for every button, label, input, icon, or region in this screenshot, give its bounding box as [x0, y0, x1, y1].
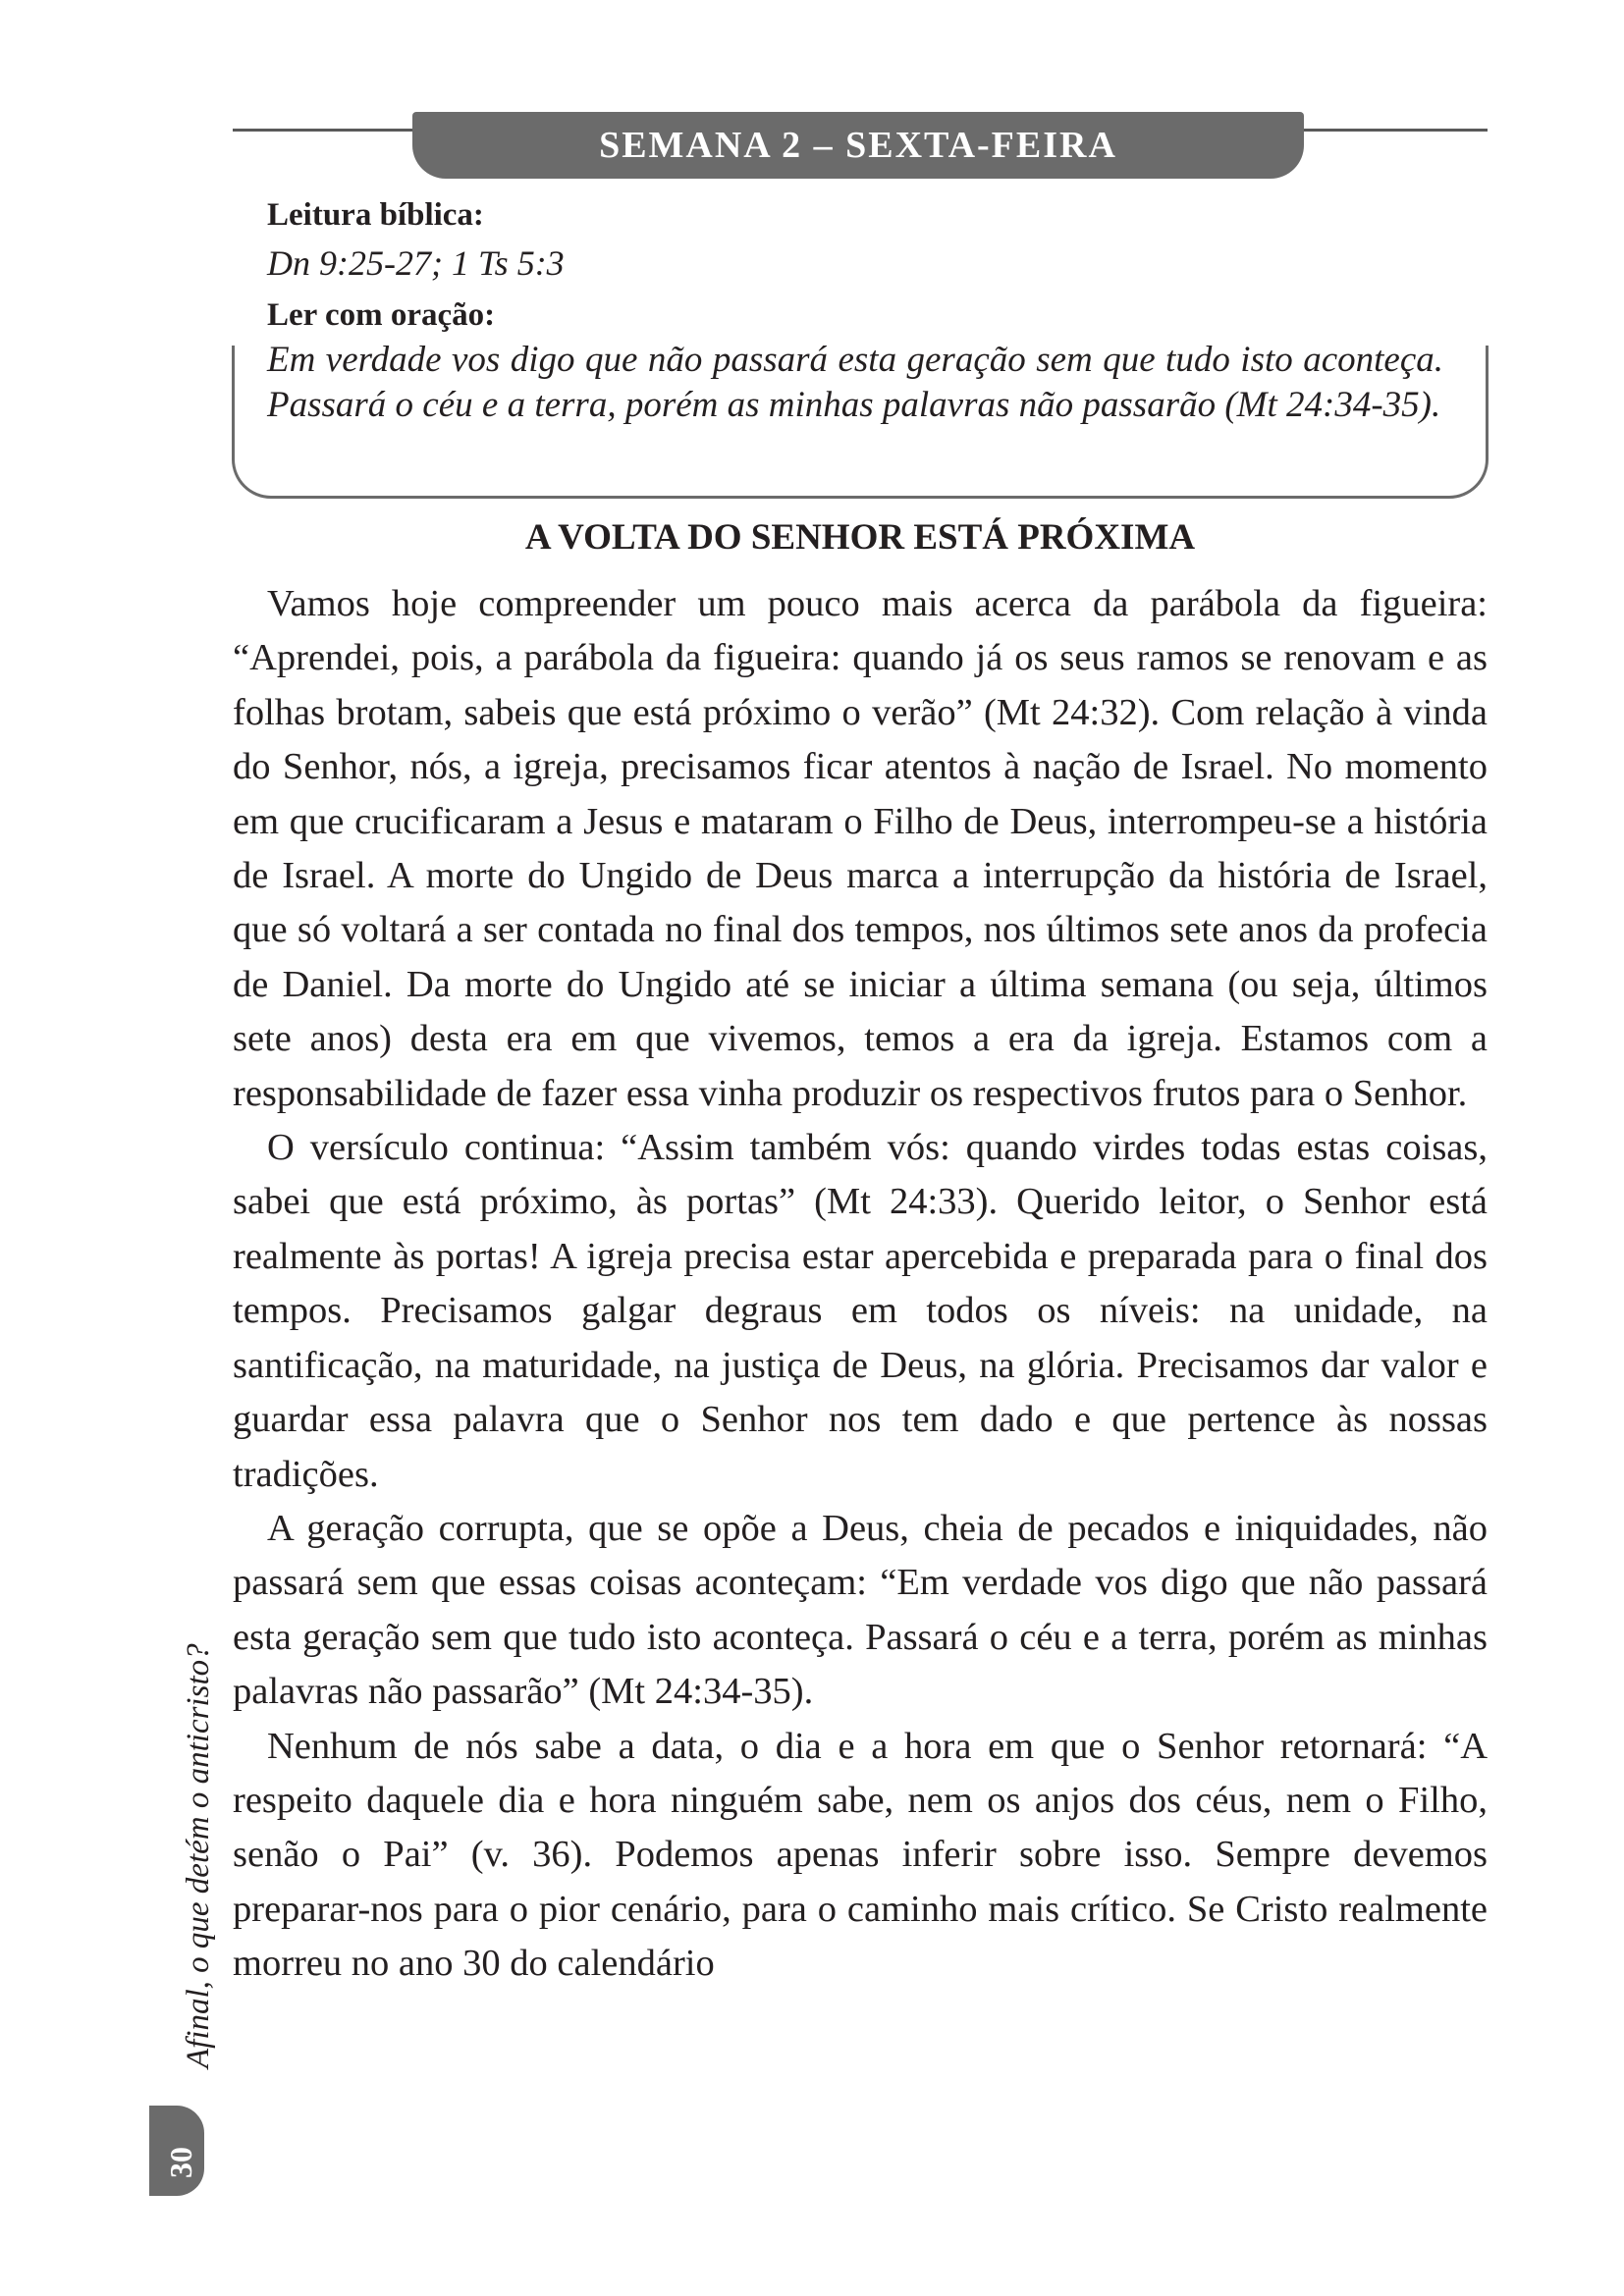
section-title: A VOLTA DO SENHOR ESTÁ PRÓXIMA	[524, 517, 1196, 558]
page-number: 30	[163, 2147, 198, 2178]
paragraph: A geração corrupta, que se opõe a Deus, cheia de pecados e iniquidades, não passará sem que essas coisas aconteçam: “Em verdade vos digo que não passará esta geração sem que tudo isto aconteça. Passará o céu e a terra, porém as minhas palavras não passarão” (Mt 24:34-35).	[233, 1507, 1488, 1713]
prayer-reading-text: Em verdade vos digo que não passará esta geração sem que tudo isto aconteça. Passará o céu e a terra, porém as minhas palavras não passarão (Mt 24:34-35).	[267, 340, 1443, 425]
header-rule-right	[1301, 129, 1488, 132]
page-number-tab	[149, 2106, 204, 2196]
header-title: SEMANA 2 – SEXTA-FEIRA	[599, 125, 1117, 166]
header-rule-left	[233, 129, 419, 132]
body-text	[233, 577, 1488, 1992]
paragraph: O versículo continua: “Assim também vós: quando virdes todas estas coisas, sabei que está próximo, às portas” (Mt 24:33). Querido leitor, o Senhor está realmente às portas! A igreja precisa estar apercebida e preparada para o final dos tempos. Precisamos galgar degraus em todos os níveis: na unidade, na santificação, na maturidade, na justiça de Deus, na glória. Precisamos dar valor e guardar essa palavra que o Senhor nos tem dado e que pertence às nossas tradições.	[233, 1127, 1488, 1495]
running-title: Afinal, o que detém o anticristo?	[181, 1643, 216, 2068]
paragraph: Nenhum de nós sabe a data, o dia e a hora em que o Senhor retornará: “A respeito daquele dia e hora ninguém sabe, nem os anjos dos céus, nem o Filho, senão o Pai” (v. 36). Podemos apenas inferir sobre isso. Sempre devemos preparar-nos para o pior cenário, para o caminho mais crítico. Se Cristo realmente morreu no ano 30 do calendário	[233, 1725, 1488, 1985]
paragraph: Vamos hoje compreender um pouco mais acerca da parábola da figueira: “Aprendei, pois, a parábola da figueira: quando já os seus ramos se renovam e as folhas brotam, sabeis que está próximo o verão” (Mt 24:32). Com relação à vinda do Senhor, nós, a igreja, precisamos ficar atentos à nação de Israel. No momento em que crucificaram a Jesus e mataram o Filho de Deus, interrompeu-se a história de Israel. A morte do Ungido de Deus marca a interrupção da história de Israel, que só voltará a ser contada no final dos tempos, nos últimos sete anos da profecia de Daniel. Da morte do Ungido até se iniciar a última semana (ou seja, últimos sete anos) desta era em que vivemos, temos a era da igreja. Estamos com a responsabilidade de fazer essa vinha produzir os respectivos frutos para o Senhor.	[233, 583, 1488, 1114]
prayer-reading-label: Ler com oração:	[267, 297, 496, 333]
reading-block	[267, 192, 1445, 428]
bible-reading-reference: Dn 9:25-27; 1 Ts 5:3	[267, 243, 565, 283]
bible-reading-label: Leitura bíblica:	[267, 197, 484, 233]
header-tab	[412, 112, 1304, 179]
